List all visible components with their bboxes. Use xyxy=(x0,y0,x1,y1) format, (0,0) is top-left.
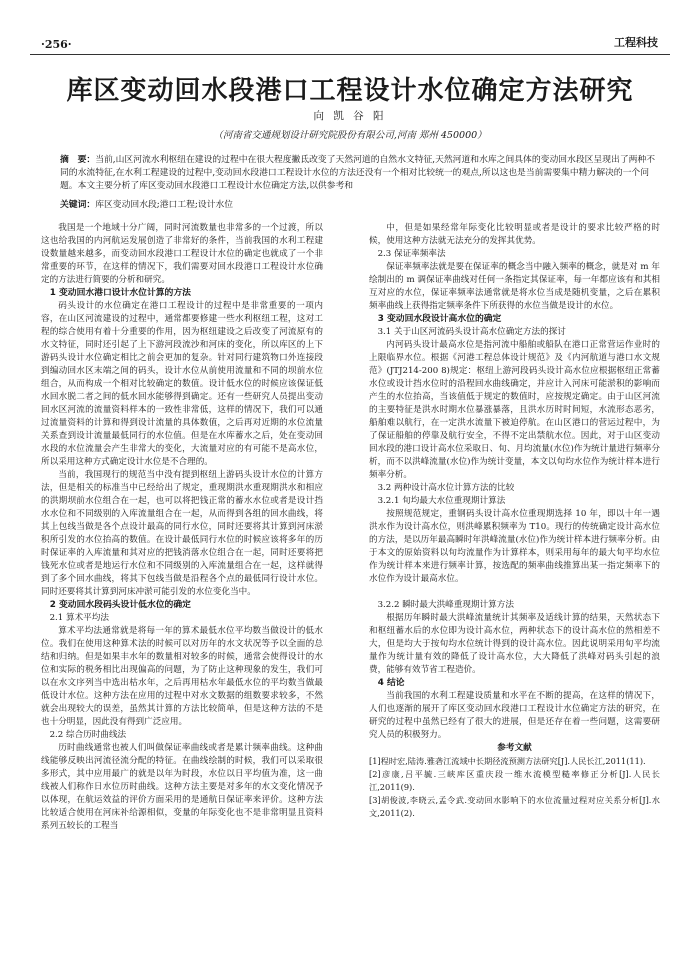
abstract xyxy=(60,154,655,193)
abstract-label: 摘 要： xyxy=(60,155,96,165)
article-title: 库区变动回水段港口工程设计水位确定方法研究 xyxy=(66,76,634,106)
reference-item: [3]胡俊波,李晓云,孟令武.变动回水影响下的水位流量过程对应关系分析[J].水文,2011(2). xyxy=(369,795,660,818)
keywords-text: 库区变动回水段;港口工程;设计水位 xyxy=(95,200,234,210)
subsection-heading: 3.1 关于山区河流码头设计高水位确定方法的探讨 xyxy=(377,327,566,337)
subsection-heading: 2.1 算术平均法 xyxy=(49,613,109,623)
section-heading: 2 变动回水段码头设计低水位的确定 xyxy=(49,600,191,610)
section-heading: 1 变动回水港口设计水位计算的方法 xyxy=(49,288,191,298)
section-heading: 3 变动回水段设计高水位的确定 xyxy=(377,314,502,324)
spacer xyxy=(369,586,660,599)
paragraph: 保证率频率法就是要在保证率的概念当中融入频率的概念，就是对 m 年绘制出的 m 调保证率曲线对任何一条指定其保证率，每一年都应该有和其相互对应的水位，保证率频率法通常就是将水位当成是随机变量，之后在累积频率曲线上获得指定频率条件下所获得的水位当做是设计的水位。 xyxy=(369,262,660,311)
paragraph: 根据历年瞬时最大洪峰流量统计其频率及适线计算的结果，天然状态下和枢纽蓄水后的水位即为设计高水位，两种状态下的设计高水位的然相差不大，但是均大于按旬均水位统计得到的设计高水位。因此说明采用旬平均流量作为统计量有效的降低了设计高水位，大大降低了洪峰对码头引起的浪费，能够有效节省工程造价。 xyxy=(369,613,660,675)
reference-item: [1]程时宏,陆涛.雅砻江流域中长期径流预测方法研究[J].人民长江,2011(11). xyxy=(369,756,646,766)
article-affiliation: （河南省交通规划设计研究院股份有限公司,河南 郑州 450000） xyxy=(213,130,487,141)
subsubsection-heading: 3.2.1 旬均最大水位重现期计算法 xyxy=(377,496,506,506)
reference-item: [2]彦康,吕平毓.三峡库区重庆段一维水流模型糙率修正分析[J].人民长江,2011(9). xyxy=(369,769,660,792)
abstract-text: 当前,山区河流水利枢纽在建设的过程中在很大程度撇氐改变了天然河道的自然水文特征,天然河道和水库之间具体的变动回水段区呈现出了两种不同的水流特征,在水利工程建设的过程中,变动回水段港口工程设计水位的方法还没有一个相对比较统一的观点,所以这也是当前需要集中精力解决的一个问题。本文主要分析了库区变动回水段港口工程设计水位确定方法,以供参考和 xyxy=(60,155,656,191)
page-number: ·256· xyxy=(41,38,72,51)
paragraph: 历时曲线通常也被人们叫做保证率曲线或者是累计频率曲线。这种曲线能够反映出河流径流分配的特征。在曲线绘制的时候，我们可以采取很多形式，其中应用最广的就是以年为时段，水位以日平均值为准，这一曲线被人们称作日水位历时曲线。这种方法主要是对多年的水文变化情况予以体现，在航运效益的评价方面采用的是通航日保证率来评价。这种方法比较适合使用在河床补给源相似，变量的年际变化也不是非常明显且资料系列五较长的工程当 xyxy=(41,743,323,831)
keywords-label: 关键词： xyxy=(60,200,96,210)
article-authors: 向 凯 谷 阳 xyxy=(313,110,387,122)
paragraph: 按照规范规定，重钢码头设计高水位重现期选择 10 年，即以十年一遇洪水作为设计高水位，则洪峰累积频率为 T10。现行的传统确定设计高水位的方法，是以历年最高瞬时年洪峰流量(水位)作为统计样本进行频率分析。由于本文的原始资料以旬均流量作为计算样本，则采用每年的最大旬平均水位作为统计样本来进行频率计算，按选配的频率曲线推算出某一指定频率下的水位作为设计最高水位。 xyxy=(369,509,660,584)
header-rule xyxy=(30,54,670,55)
left-column xyxy=(41,222,323,833)
subsection-heading: 2.2 综合历时曲线法 xyxy=(49,730,127,740)
paragraph: 码头设计的水位确定在港口工程设计的过程中是非常重要的一项内容，在山区河流建设的过程中，通常都要修建一些水利枢纽工程，这对工程的综合使用有着十分重要的作用，因为枢纽建设之后改变了河流原有的水文特征，同时还引起了上下游河段流沙和河床的变化，所以库区的上下游码头设计水位确定相比之前会更加的复杂。针对同行建筑物口外连接段到编动回水区末端之间的码头，设计水位从前使用流量和不同的坝前水位组合，从而构成一个相对比较确定的数值。设计低水位的时候应该保证低水回水脱二者之间的低水回水能够得到确定。还有一些研究人员提出变动回水区河流的流量资料样本的一致性非常低，这样的情况下，我们可以通过流量资料的计算和得到设计流量的具体数值，之后再对近期的水位流量关系查到设计流量最低同行的水位值。但是在水库蓄水之后，处在变动回水段的水位流量会产生非常大的变化，大流量对应的有可能不是高水位，所以采用这种方式确定设计水位是不合理的。 xyxy=(41,301,323,467)
paragraph: 中，但是如果经常年际变化比较明显或者是设计的要求比较严格的时候，使用这种方法就无法充分的发挥其优势。 xyxy=(369,223,660,246)
paragraph: 内河码头设计最高水位是指河流中船舶或船队在港口正常营运作业时的上限临界水位。根据《河港工程总体设计规范》及《内河航道与港口水文规范》(JTJ214-200 8)规定：枢纽上游河段码头设计高水位应根据枢纽正常蓄水位或设计挡水位时的沿程回水曲线确定，并应计入河床可能淤积的影响而产生的水位抬高，当该值低于规定的数值时，应按规定确定。由于山区河流的主要特征是洪水时期水位暴涨暴落，且洪水历时时间短，水流形态恶劣，船舶难以航行，在一定洪水流量下被迫停航。在山区港口的营运过程中，为了保证船舶的停靠及航行安全，不得不定出禁航水位。因此，对于山区变动回水段的港口设计高水位采取日、旬、月均流量(水位)作为统计量进行频率分析，而不以洪峰流量(水位)作为统计变量，本文以旬均水位作为统计样本进行频率分析。 xyxy=(369,340,660,480)
subsection-heading: 2.3 保证率频率法 xyxy=(377,249,446,259)
journal-name: 工程科技 xyxy=(614,36,658,49)
paragraph: 当前，我国现行的规范当中没有提到枢纽上游码头设计水位的计算方法，但是相关的标准当中已经给出了规定，重现期洪水重现期洪水和相应的洪期坝前水位组合在一起，也可以将把钱正常的蓄水水位或者是设计挡水水位和不同级别的入库流量组合在一起，从而得到各组的回水曲线，将其上包线当做是各个点设计最高的同行水位，同时还要将其计算到河床淤积所引发的水位抬高的数值。在设计最低同行水位的时候应该将多年的历时保证率的入库流量和其对应的把钱消落水位组合在一起，同时还要将把钱死水位或者是地运行水位和不同级别的入库流量组合在一起，这样就得到了多个回水曲线，将其下包线当做是沿程各个点的最低同行设计水位。同时还要将其计算到河床冲淤可能引发的水位变化当中。 xyxy=(41,470,323,597)
subsection-heading: 3.2 两种设计高水位计算方法的比较 xyxy=(377,483,515,493)
paragraph: 算术平均法通常就是将每一年的算术最低水位平均数当做设计的低水位。我们在使用这种算术法的时候可以对历年的水文状况等予以全面的总结和归纳。但是如果丰水年的数量相对较多的时候，通常会使得设计的水位和实际的税务相比出现偏高的问题，为了防止这种现象的发生，我们可以在水文序列当中选出枯水年，之后再用枯水年最低水位的平均数当做最低设计水位。这种方法在应用的过程中对水文数据的组数要求较多，不然就会出现较大的误差，虽然其计算的方法比较简单，但是这种方法的不是也十分明显，因此没有得到广泛应用。 xyxy=(41,626,323,727)
references-heading: 参考文献 xyxy=(497,743,532,753)
keywords xyxy=(60,199,655,212)
paragraph: 当前我国的水利工程建设质量和水平在不断的提高，在这样的情况下，人们也逐渐的展开了库区变动回水段港口工程设计水位确定方法的研究，在研究的过程中虽然已经有了很大的进展，但是还存在着一些问题，这需要研究人员的积极努力。 xyxy=(369,691,660,740)
subsubsection-heading: 3.2.2 瞬时最大洪峰重现期计算方法 xyxy=(377,600,514,610)
section-heading: 4 结论 xyxy=(377,678,405,688)
paragraph: 我国是一个地域十分广阔，同时河流数量也非常多的一个过渡，所以这也给我国的内河航运发展创造了非常好的条件，当前我国的水利工程建设数量越来越多，而变动回水段港口工程设计水位的确定也就成了一个非常重要的环节，在这样的情况下，我们需要对回水段港口工程设计水位确定的方法进行简要的分析和研究。 xyxy=(41,223,323,285)
right-column xyxy=(369,222,660,820)
